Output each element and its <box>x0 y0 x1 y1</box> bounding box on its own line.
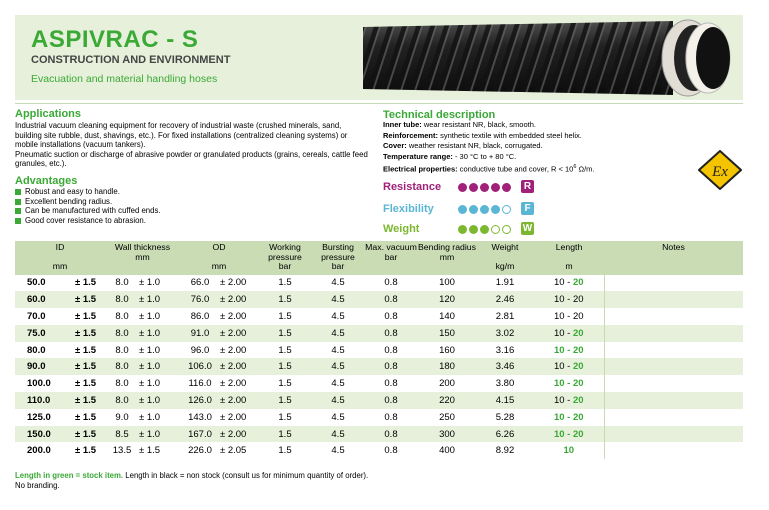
cell-id: 80.0 ± 1.5 <box>15 342 105 359</box>
cell-bursting-pressure: 4.5 <box>312 426 364 443</box>
cell-max-vacuum: 0.8 <box>364 409 418 426</box>
rating-dot-filled <box>502 183 511 192</box>
cell-max-vacuum: 0.8 <box>364 442 418 459</box>
cell-id: 150.0 ± 1.5 <box>15 426 105 443</box>
cell-od: 96.0 ± 2.00 <box>180 342 258 359</box>
cell-bending-radius: 400 <box>418 442 476 459</box>
cell-id: 100.0 ± 1.5 <box>15 375 105 392</box>
applications-paragraph-2: Pneumatic suction or discharge of abrasive powder or granulated products (grains, cereals, cattle feed granules, etc.). <box>15 149 368 169</box>
cell-weight: 8.92 <box>476 442 534 459</box>
cell-od: 143.0 ± 2.00 <box>180 409 258 426</box>
reinforcement-line: Reinforcement: synthetic textile with embedded steel helix. <box>383 130 582 140</box>
advantage-item: Robust and easy to handle. <box>15 187 161 197</box>
svg-text:Ex: Ex <box>712 164 728 180</box>
temperature-line: Temperature range: - 30 °C to + 80 °C. <box>383 151 517 161</box>
cell-od: 167.0 ± 2.00 <box>180 426 258 443</box>
cell-id: 125.0 ± 1.5 <box>15 409 105 426</box>
cell-wall: 8.5 ± 1.0 <box>105 426 180 443</box>
cell-bursting-pressure: 4.5 <box>312 409 364 426</box>
cell-working-pressure: 1.5 <box>258 275 312 292</box>
cell-bending-radius: 150 <box>418 325 476 342</box>
table-row <box>15 409 743 426</box>
table-row <box>15 275 743 292</box>
advantage-item: Can be manufactured with cuffed ends. <box>15 206 161 216</box>
cell-working-pressure: 1.5 <box>258 409 312 426</box>
rating-dot-filled <box>480 205 489 214</box>
cell-wall: 13.5 ± 1.5 <box>105 442 180 459</box>
table-row <box>15 358 743 375</box>
cell-bursting-pressure: 4.5 <box>312 291 364 308</box>
header-band <box>15 15 743 100</box>
cell-weight: 3.46 <box>476 358 534 375</box>
applications-heading: Applications <box>15 108 82 120</box>
col-wall: Wall thickness mm <box>105 241 180 275</box>
cell-notes <box>604 325 743 342</box>
col-working-pressure: Working pressure bar <box>258 241 312 275</box>
cell-length: 10 - 20 <box>534 308 604 325</box>
cell-weight: 2.81 <box>476 308 534 325</box>
cell-max-vacuum: 0.8 <box>364 392 418 409</box>
cell-length: 10 - 20 <box>534 375 604 392</box>
technical-description <box>383 120 743 175</box>
cell-working-pressure: 1.5 <box>258 426 312 443</box>
cell-notes <box>604 291 743 308</box>
cell-working-pressure: 1.5 <box>258 342 312 359</box>
technical-heading: Technical description <box>383 109 496 121</box>
cell-od: 116.0 ± 2.00 <box>180 375 258 392</box>
cell-weight: 1.91 <box>476 275 534 292</box>
rating-weight-dots <box>458 225 511 234</box>
cell-length: 10 - 20 <box>534 392 604 409</box>
cell-id: 50.0 ± 1.5 <box>15 275 105 292</box>
specifications-table <box>15 241 743 459</box>
cell-working-pressure: 1.5 <box>258 392 312 409</box>
cell-working-pressure: 1.5 <box>258 375 312 392</box>
cell-notes <box>604 308 743 325</box>
footnote-branding: No branding. <box>15 481 60 490</box>
col-weight: Weight kg/m <box>476 241 534 275</box>
rating-resistance-label: Resistance <box>383 181 442 193</box>
cell-notes <box>604 342 743 359</box>
cell-length: 10 - 20 <box>534 409 604 426</box>
advantages-heading: Advantages <box>15 175 78 187</box>
product-subtitle: CONSTRUCTION AND ENVIRONMENT <box>31 54 231 66</box>
cell-working-pressure: 1.5 <box>258 291 312 308</box>
cell-length: 10 - 20 <box>534 325 604 342</box>
product-title: ASPIVRAC - S <box>31 26 199 53</box>
advantage-item: Excellent bending radius. <box>15 197 161 207</box>
footnote <box>15 471 368 491</box>
cell-max-vacuum: 0.8 <box>364 358 418 375</box>
cell-od: 66.0 ± 2.00 <box>180 275 258 292</box>
table-row <box>15 291 743 308</box>
cell-wall: 8.0 ± 1.0 <box>105 308 180 325</box>
rating-weight-label: Weight <box>383 223 420 235</box>
rating-dot-filled <box>480 183 489 192</box>
flexibility-badge-icon: F <box>521 202 534 215</box>
cell-max-vacuum: 0.8 <box>364 375 418 392</box>
cell-bursting-pressure: 4.5 <box>312 308 364 325</box>
cell-od: 226.0 ± 2.05 <box>180 442 258 459</box>
weight-badge-icon: W <box>522 223 533 234</box>
table-row <box>15 308 743 325</box>
rating-dot-filled <box>469 183 478 192</box>
cell-bursting-pressure: 4.5 <box>312 325 364 342</box>
cell-bursting-pressure: 4.5 <box>312 275 364 292</box>
cell-length: 10 <box>534 442 604 459</box>
cell-bending-radius: 180 <box>418 358 476 375</box>
cell-id: 200.0 ± 1.5 <box>15 442 105 459</box>
rating-dot-filled <box>458 183 467 192</box>
rating-dot-empty <box>502 225 511 234</box>
table-row <box>15 342 743 359</box>
cell-length: 10 - 20 <box>534 426 604 443</box>
cell-wall: 8.0 ± 1.0 <box>105 392 180 409</box>
cell-weight: 5.28 <box>476 409 534 426</box>
cell-weight: 2.46 <box>476 291 534 308</box>
rating-dot-filled <box>491 183 500 192</box>
cell-bending-radius: 120 <box>418 291 476 308</box>
cell-od: 91.0 ± 2.00 <box>180 325 258 342</box>
rating-dot-filled <box>480 225 489 234</box>
cell-notes <box>604 275 743 292</box>
cell-max-vacuum: 0.8 <box>364 342 418 359</box>
cell-wall: 8.0 ± 1.0 <box>105 342 180 359</box>
col-notes: Notes <box>604 241 743 275</box>
divider <box>15 103 743 104</box>
col-od: OD mm <box>180 241 258 275</box>
rating-dot-filled <box>469 225 478 234</box>
cell-id: 90.0 ± 1.5 <box>15 358 105 375</box>
cell-od: 76.0 ± 2.00 <box>180 291 258 308</box>
cell-working-pressure: 1.5 <box>258 325 312 342</box>
cover-line: Cover: weather resistant NR, black, corrugated. <box>383 141 543 151</box>
cell-weight: 6.26 <box>476 426 534 443</box>
cell-od: 86.0 ± 2.00 <box>180 308 258 325</box>
inner-tube-line: Inner tube: wear resistant NR, black, smooth. <box>383 120 536 129</box>
cell-max-vacuum: 0.8 <box>364 291 418 308</box>
cell-wall: 8.0 ± 1.0 <box>105 275 180 292</box>
cell-weight: 3.16 <box>476 342 534 359</box>
cell-bursting-pressure: 4.5 <box>312 375 364 392</box>
rating-dot-filled <box>458 205 467 214</box>
cell-wall: 8.0 ± 1.0 <box>105 291 180 308</box>
atex-ex-icon <box>698 150 742 190</box>
cell-working-pressure: 1.5 <box>258 442 312 459</box>
rating-dot-empty <box>491 225 500 234</box>
cell-max-vacuum: 0.8 <box>364 325 418 342</box>
cell-notes <box>604 375 743 392</box>
cell-bending-radius: 300 <box>418 426 476 443</box>
advantage-item: Good cover resistance to abrasion. <box>15 216 161 226</box>
col-id: ID mm <box>15 241 105 275</box>
applications-paragraph-1: Industrial vacuum cleaning equipment for recovery of industrial waste (crushed minerals, sand, building site rubble, dust, shavings, etc.). For fixed installations (centralized cleaning systems) or mobile installations (vacuum tankers). <box>15 121 348 150</box>
cell-id: 75.0 ± 1.5 <box>15 325 105 342</box>
cell-bending-radius: 200 <box>418 375 476 392</box>
cell-wall: 9.0 ± 1.0 <box>105 409 180 426</box>
rating-dot-filled <box>458 225 467 234</box>
applications-text <box>15 121 370 169</box>
cell-length: 10 - 20 <box>534 275 604 292</box>
cell-bending-radius: 220 <box>418 392 476 409</box>
cell-notes <box>604 392 743 409</box>
cell-weight: 3.80 <box>476 375 534 392</box>
cell-notes <box>604 409 743 426</box>
cell-bending-radius: 100 <box>418 275 476 292</box>
cell-bending-radius: 160 <box>418 342 476 359</box>
cell-wall: 8.0 ± 1.0 <box>105 375 180 392</box>
table-row <box>15 375 743 392</box>
cell-id: 110.0 ± 1.5 <box>15 392 105 409</box>
rating-flexibility-label: Flexibility <box>383 203 434 215</box>
cell-weight: 4.15 <box>476 392 534 409</box>
col-bursting-pressure: Bursting pressure bar <box>312 241 364 275</box>
cell-id: 70.0 ± 1.5 <box>15 308 105 325</box>
cell-notes <box>604 442 743 459</box>
cell-weight: 3.02 <box>476 325 534 342</box>
cell-bursting-pressure: 4.5 <box>312 342 364 359</box>
cell-od: 106.0 ± 2.00 <box>180 358 258 375</box>
cell-length: 10 - 20 <box>534 342 604 359</box>
hose-image <box>363 17 743 99</box>
resistance-badge-icon: R <box>521 180 534 193</box>
table-row <box>15 325 743 342</box>
cell-wall: 8.0 ± 1.0 <box>105 358 180 375</box>
cell-od: 126.0 ± 2.00 <box>180 392 258 409</box>
rating-dot-filled <box>491 205 500 214</box>
cell-bursting-pressure: 4.5 <box>312 392 364 409</box>
cell-bursting-pressure: 4.5 <box>312 358 364 375</box>
cell-working-pressure: 1.5 <box>258 308 312 325</box>
col-length: Length m <box>534 241 604 275</box>
cell-wall: 8.0 ± 1.0 <box>105 325 180 342</box>
rating-resistance-dots <box>458 183 511 192</box>
rating-dot-empty <box>502 205 511 214</box>
cell-max-vacuum: 0.8 <box>364 275 418 292</box>
advantages-list <box>15 187 161 225</box>
cell-id: 60.0 ± 1.5 <box>15 291 105 308</box>
cell-max-vacuum: 0.8 <box>364 426 418 443</box>
cell-length: 10 - 20 <box>534 358 604 375</box>
rating-dot-filled <box>469 205 478 214</box>
cell-bending-radius: 140 <box>418 308 476 325</box>
cell-notes <box>604 358 743 375</box>
product-tagline: Evacuation and material handling hoses <box>31 73 218 85</box>
table-row <box>15 442 743 459</box>
table-row <box>15 426 743 443</box>
table-row <box>15 392 743 409</box>
col-bending-radius: Bending radius mm <box>418 241 476 275</box>
footnote-length: Length in green = stock item. Length in black = non stock (consult us for minimum quantity of order). <box>15 471 369 480</box>
cell-working-pressure: 1.5 <box>258 358 312 375</box>
cell-bursting-pressure: 4.5 <box>312 442 364 459</box>
cell-notes <box>604 426 743 443</box>
cell-max-vacuum: 0.8 <box>364 308 418 325</box>
cell-bending-radius: 250 <box>418 409 476 426</box>
cell-length: 10 - 20 <box>534 291 604 308</box>
electrical-line: Electrical properties: conductive tube and cover, $R < 10^6$ Ω/m. <box>383 164 595 174</box>
rating-flexibility-dots <box>458 205 511 214</box>
col-max-vacuum: Max. vacuum bar <box>364 241 418 275</box>
